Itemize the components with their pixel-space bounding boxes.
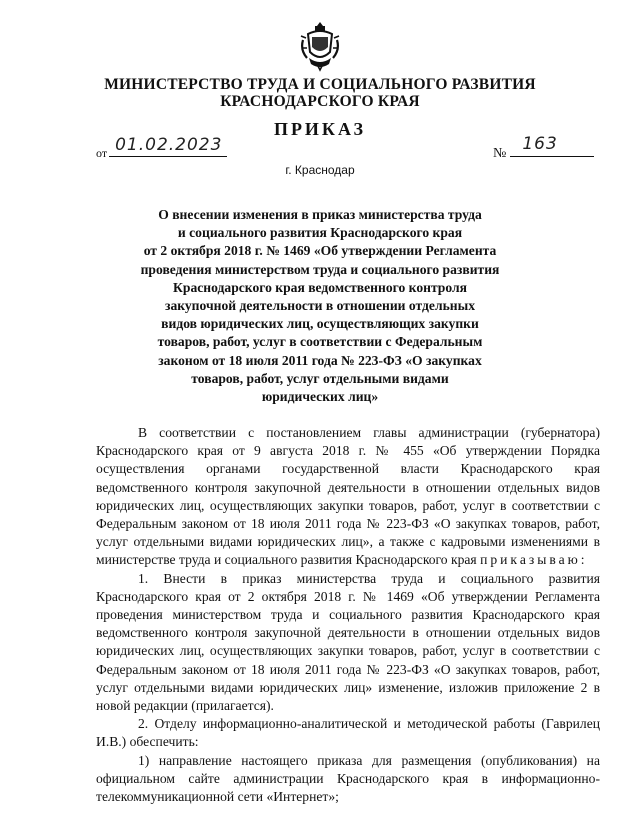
intro-text: В соответствии с постановлением главы администрации (губернатора) Краснодарского края от 9 августа 2018 г. № 455 «Об утверждении Порядка осуществления органами государственной власти Краснодарского края ведомственного контроля закупочной деятельности в отношении отдельных видов юридических лиц, осуществляющих закупки товаров, работ, услуг в соответствии с Федеральным законом от 18 июля 2011 года № 223-ФЗ «О закупках товаров, работ, услуг отдельными видами юридических лиц», а также с кадровыми изменениями в министерстве труда и социального развития Краснодарского края bbox=[96, 425, 600, 568]
order-title: ПРИКАЗ bbox=[273, 119, 367, 139]
subject-line: видов юридических лиц, осуществляющих закупки bbox=[161, 316, 479, 332]
number-label: № bbox=[493, 146, 507, 161]
date-label: от bbox=[96, 146, 108, 160]
subject-line: товаров, работ, услуг в соответствии с Федеральным bbox=[157, 334, 483, 350]
subject-line: юридических лиц» bbox=[261, 389, 379, 405]
ministry-name bbox=[0, 76, 640, 110]
number-handwritten: 163 bbox=[522, 134, 558, 154]
city-label: г. Краснодар bbox=[285, 163, 355, 177]
coat-of-arms-emblem bbox=[299, 20, 341, 72]
item-1-paragraph: 1. Внести в приказ министерства труда и социального развития Краснодарского края от 2 октября 2018 г. № 1469 «Об утверждении Регламента проведения министерством труда и социального развития Краснодарского края ведомственного контроля закупочной деятельности в отношении отдельных видов юридических лиц, осуществляющих закупки товаров, работ, услуг в соответствии с Федеральным законом от 18 июля 2011 года № 223-ФЗ «О закупках товаров, работ, услуг отдельными видами юридических лиц» изменение, изложив приложение 2 в новой редакции (прилагается). bbox=[96, 570, 600, 714]
date-handwritten: 01.02.2023 bbox=[115, 135, 223, 155]
subject-line: Краснодарского края ведомственного контроля bbox=[173, 279, 467, 295]
order-body bbox=[96, 424, 600, 806]
item-2-paragraph: 2. Отделу информационно-аналитической и методической работы (Гаврилец И.В.) обеспечить: bbox=[96, 716, 600, 750]
intro-paragraph bbox=[96, 424, 600, 570]
decree-word: приказываю: bbox=[480, 552, 588, 568]
subject-line: закупочной деятельности в отношении отдельных bbox=[164, 298, 475, 314]
order-subject bbox=[0, 206, 640, 406]
subject-line: от 2 октября 2018 г. № 1469 «Об утверждении Регламента bbox=[143, 243, 497, 259]
item-2-1-paragraph: 1) направление настоящего приказа для размещения (опубликования) на официальном сайте администрации Краснодарского края в информационно-телекоммуникационной сети «Интернет»; bbox=[96, 752, 600, 805]
subject-line: законом от 18 июля 2011 года № 223-ФЗ «О закупках bbox=[158, 352, 482, 368]
ministry-line-2: КРАСНОДАРСКОГО КРАЯ bbox=[220, 93, 420, 110]
subject-line: О внесении изменения в приказ министерства труда bbox=[158, 207, 482, 222]
subject-line: и социального развития Краснодарского края bbox=[177, 225, 463, 241]
order-date bbox=[96, 135, 227, 162]
date-underline bbox=[109, 135, 227, 157]
subject-line: проведения министерством труда и социального развития bbox=[140, 261, 500, 277]
number-underline bbox=[510, 134, 594, 157]
ministry-line-1: МИНИСТЕРСТВО ТРУДА И СОЦИАЛЬНОГО РАЗВИТИЯ bbox=[104, 76, 536, 93]
subject-line: товаров, работ, услуг отдельными видами bbox=[191, 370, 449, 386]
order-number bbox=[493, 134, 594, 162]
